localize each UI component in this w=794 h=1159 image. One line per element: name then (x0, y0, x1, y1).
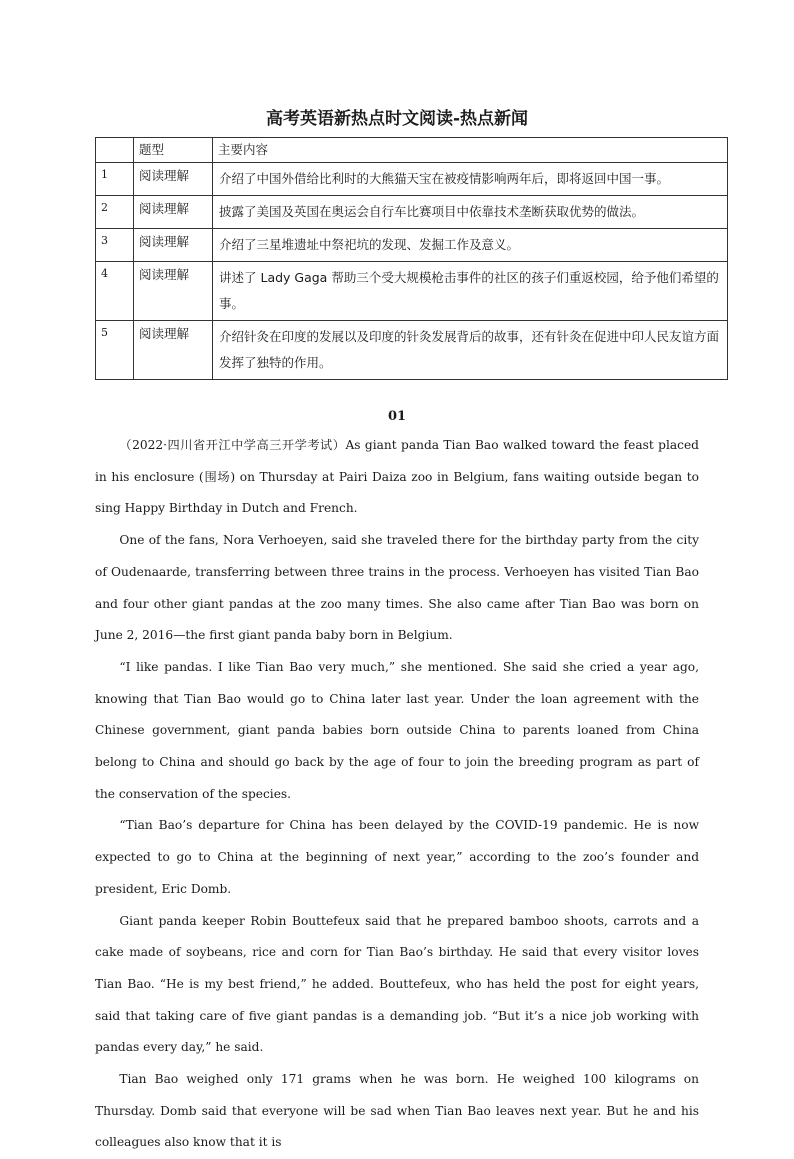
row-number: 1 (96, 163, 134, 196)
table-header-row (96, 138, 728, 163)
header-cell-type: 题型 (134, 138, 213, 163)
table-row (96, 196, 728, 229)
article-paragraph: “I like pandas. I like Tian Bao very much,” she mentioned. She said she cried a year ago, knowing that Tian Bao would go to China later last year. Under the loan agreement with the Chinese government, giant panda babies born outside China to parents loaned from China belong to China and should go back by the age of four to join the breeding program as part of the conservation of the species. (95, 659, 699, 801)
row-content: 披露了美国及英国在奥运会自行车比赛项目中依靠技术垄断获取优势的做法。 (213, 196, 728, 229)
row-type: 阅读理解 (134, 163, 213, 196)
article-paragraph: （2022·四川省开江中学高三开学考试）As giant panda Tian Bao walked toward the feast placed in his enclosure (围场) on Thursday at Pairi Daiza zoo in Belgium, fans waiting outside began to sing Happy Birthday in Dutch and French. (95, 438, 699, 516)
section-number: 01 (387, 409, 407, 424)
document-title: 高考英语新热点时文阅读-热点新闻 (265, 109, 529, 129)
table-row (96, 321, 728, 380)
row-content: 介绍针灸在印度的发展以及印度的针灸发展背后的故事，还有针灸在促进中印人民友谊方面发挥了独特的作用。 (213, 321, 728, 380)
row-type: 阅读理解 (134, 321, 213, 380)
row-content: 讲述了 Lady Gaga 帮助三个受大规模枪击事件的社区的孩子们重返校园，给予他们希望的事。 (213, 262, 728, 321)
table-row (96, 262, 728, 321)
row-number: 2 (96, 196, 134, 229)
article-paragraph: Giant panda keeper Robin Bouttefeux said that he prepared bamboo shoots, carrots and a cake made of soybeans, rice and corn for Tian Bao’s birthday. He said that every visitor loves Tian Bao. “He is my best friend,” he added. Bouttefeux, who has held the post for eight years, said that taking care of five giant pandas is a demanding job. “But it’s a nice job working with pandas every day,” he said. (95, 913, 699, 1055)
row-content: 介绍了三星堆遗址中祭祀坑的发现、发掘工作及意义。 (213, 229, 728, 262)
row-number: 3 (96, 229, 134, 262)
row-type: 阅读理解 (134, 229, 213, 262)
article-paragraph: Tian Bao weighed only 171 grams when he was born. He weighed 100 kilograms on Thursday. Domb said that everyone will be sad when Tian Bao leaves next year. But he and his colleagues also know that it is (95, 1072, 699, 1150)
row-type: 阅读理解 (134, 262, 213, 321)
article-paragraph: “Tian Bao’s departure for China has been delayed by the COVID-19 pandemic. He is now expected to go to China at the beginning of next year,” according to the zoo’s founder and president, Eric Domb. (95, 818, 699, 896)
row-type: 阅读理解 (134, 196, 213, 229)
header-cell-content: 主要内容 (213, 138, 728, 163)
summary-table (95, 137, 728, 380)
table-row (96, 229, 728, 262)
article-paragraph: One of the fans, Nora Verhoeyen, said she traveled there for the birthday party from the city of Oudenaarde, transferring between three trains in the process. Verhoeyen has visited Tian Bao and four other giant pandas at the zoo many times. She also came after Tian Bao was born on June 2, 2016—the first giant panda baby born in Belgium. (95, 533, 699, 643)
row-number: 4 (96, 262, 134, 321)
header-cell-number (96, 138, 134, 163)
row-content: 介绍了中国外借给比利时的大熊猫天宝在被疫情影响两年后，即将返回中国一事。 (213, 163, 728, 196)
table-row (96, 163, 728, 196)
article-body (95, 430, 699, 1159)
row-number: 5 (96, 321, 134, 380)
